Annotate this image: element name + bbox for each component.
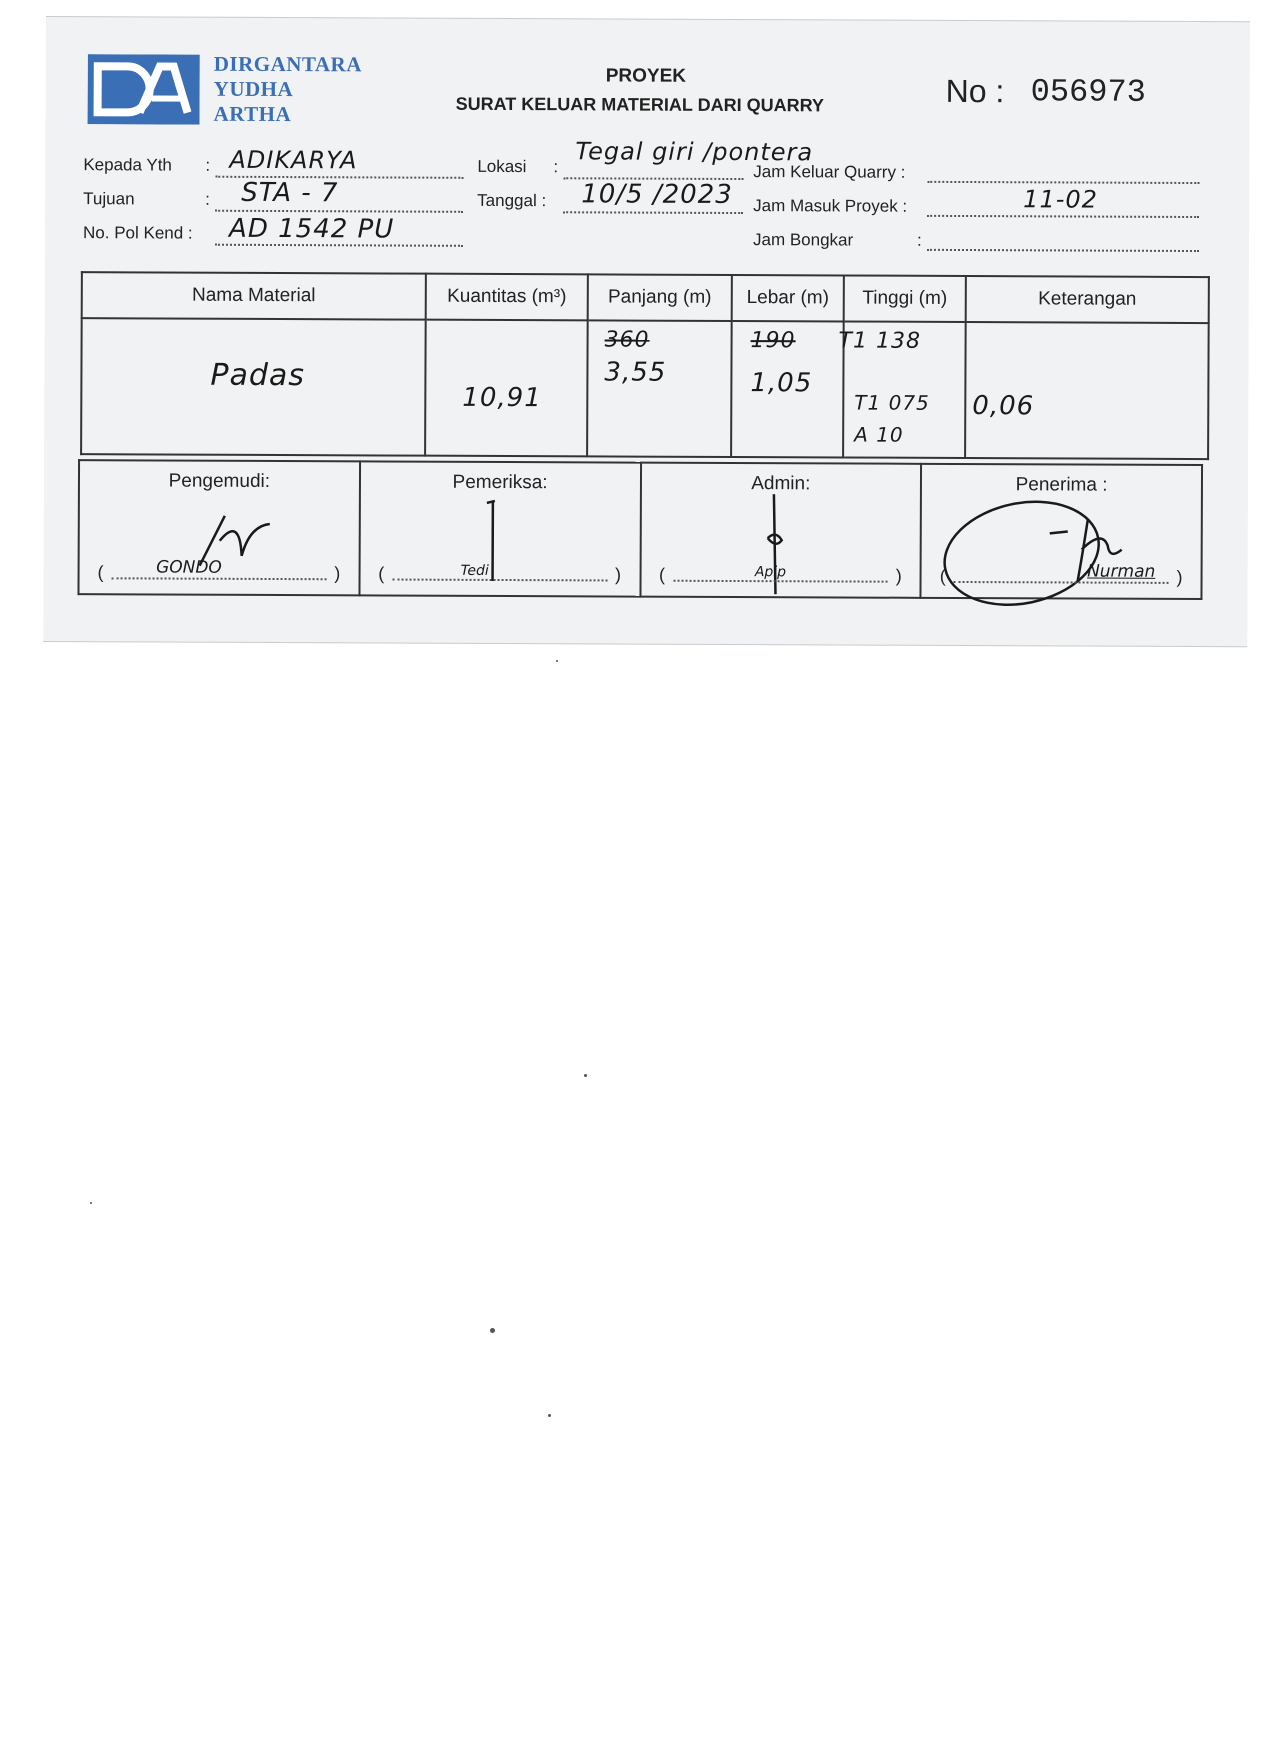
- jam-masuk-value: 11-02: [1023, 185, 1099, 214]
- kepada-label: Kepada Yth: [83, 155, 172, 175]
- jam-keluar-dotline: [927, 181, 1199, 184]
- admin-sign-line: [659, 565, 902, 587]
- tinggi-value-b: T1 075: [854, 390, 930, 415]
- header-lebar: Lebar (m): [732, 275, 844, 321]
- admin-name: Apip: [754, 564, 787, 581]
- pemeriksa-name: Tedi: [460, 562, 489, 579]
- signature-box-penerima: [921, 464, 1202, 599]
- header-panjang: Panjang (m): [588, 274, 732, 321]
- lokasi-label: Lokasi: [477, 156, 527, 177]
- lebar-value: 1,05: [750, 368, 813, 399]
- table-header-row: [82, 272, 1209, 323]
- tujuan-label: Tujuan: [83, 189, 135, 209]
- pemeriksa-paren-left: (: [378, 563, 385, 584]
- header-nama-material: Nama Material: [82, 272, 426, 320]
- header-kuantitas: Kuantitas (m³): [426, 274, 588, 321]
- material-table: [80, 271, 1210, 460]
- company-line-2: YUDHA: [213, 76, 294, 102]
- admin-paren-left: (: [659, 564, 666, 585]
- lokasi-value: Tegal giri /pontera: [575, 137, 814, 167]
- tanggal-label: Tanggal :: [477, 190, 547, 211]
- pengemudi-paren-right: ): [334, 563, 341, 584]
- kepada-colon: :: [205, 155, 211, 175]
- penerima-signature-icon: [932, 489, 1193, 610]
- panjang-value: 3,55: [604, 357, 667, 388]
- admin-paren-right: ): [895, 565, 902, 586]
- jam-bongkar-dotline: [927, 249, 1199, 252]
- tinggi-value-a: T1 138: [838, 328, 922, 354]
- pengemudi-title: Pengemudi:: [168, 470, 271, 492]
- tinggi-value-c: A 10: [854, 422, 904, 447]
- jam-keluar-label: Jam Keluar Quarry :: [753, 162, 906, 182]
- header-tinggi: Tinggi (m): [844, 275, 966, 322]
- company-name: [214, 52, 362, 128]
- penerima-sign-line: [940, 566, 1183, 588]
- cell-nama: [81, 318, 426, 455]
- pengemudi-dotline: [112, 577, 327, 580]
- pemeriksa-title: Pemeriksa:: [452, 471, 548, 494]
- cell-kuantitas: [425, 320, 588, 457]
- tanggal-dotline: [563, 211, 743, 214]
- title-proyek: PROYEK: [605, 65, 687, 87]
- signature-table: [77, 459, 1203, 600]
- nopol-label: No. Pol Kend :: [83, 223, 193, 243]
- penerima-name: Nurman: [1087, 561, 1156, 582]
- scan-speck: [548, 1414, 551, 1417]
- tanggal-value: 10/5 /2023: [581, 179, 733, 210]
- pengemudi-name: GONDO: [156, 557, 222, 578]
- cell-panjang: [587, 320, 732, 457]
- penerima-paren-left: (: [939, 565, 946, 586]
- pemeriksa-paren-right: ): [615, 564, 622, 585]
- panjang-struck-value: 360: [604, 327, 650, 353]
- number-value: 056973: [1030, 73, 1146, 111]
- cell-lebar: [731, 321, 844, 457]
- table-row: [81, 318, 1209, 459]
- kepada-value: ADIKARYA: [229, 145, 358, 175]
- title-surat-keluar: SURAT KELUAR MATERIAL DARI QUARRY: [455, 93, 824, 116]
- pengemudi-paren-left: (: [97, 562, 104, 583]
- signature-box-admin: [640, 463, 921, 598]
- kuantitas-value: 10,91: [462, 382, 542, 414]
- scan-speck: [490, 1328, 495, 1333]
- number-label: No :: [945, 72, 1005, 110]
- header-keterangan: Keterangan: [966, 276, 1209, 323]
- tujuan-value: STA - 7: [241, 177, 339, 209]
- lebar-struck-value: 190: [750, 328, 796, 354]
- tujuan-dotline: [215, 210, 463, 213]
- jam-masuk-label: Jam Masuk Proyek :: [753, 196, 908, 216]
- penerima-paren-right: ): [1176, 566, 1183, 587]
- jam-bongkar-colon: :: [916, 230, 922, 250]
- nama-value: Padas: [210, 357, 306, 394]
- keterangan-value: 0,06: [972, 391, 1035, 422]
- jam-bongkar-label: Jam Bongkar: [752, 230, 854, 250]
- pemeriksa-dotline: [392, 579, 607, 582]
- cell-keterangan: [965, 322, 1209, 459]
- penerima-title: Penerima :: [1015, 474, 1108, 496]
- scan-speck: [584, 1074, 587, 1077]
- penerima-dotline: [954, 581, 1169, 584]
- nopol-value: AD 1542 PU: [229, 213, 395, 245]
- company-logo-icon: [88, 54, 200, 124]
- cell-tinggi: [838, 321, 966, 458]
- pengemudi-sign-line: [98, 562, 341, 584]
- company-line-1: DIRGANTARA: [213, 51, 362, 77]
- scan-speck: [90, 1202, 92, 1204]
- signature-row: [78, 460, 1202, 599]
- delivery-slip: [43, 16, 1250, 647]
- lokasi-colon: :: [553, 157, 559, 177]
- admin-title: Admin:: [751, 473, 811, 495]
- tujuan-colon: :: [205, 189, 210, 209]
- jam-masuk-dotline: [927, 215, 1199, 218]
- admin-dotline: [673, 580, 888, 583]
- scan-speck: [556, 660, 558, 662]
- company-line-3: ARTHA: [213, 101, 292, 127]
- signature-box-pemeriksa: [359, 461, 640, 596]
- pemeriksa-sign-line: [378, 563, 621, 585]
